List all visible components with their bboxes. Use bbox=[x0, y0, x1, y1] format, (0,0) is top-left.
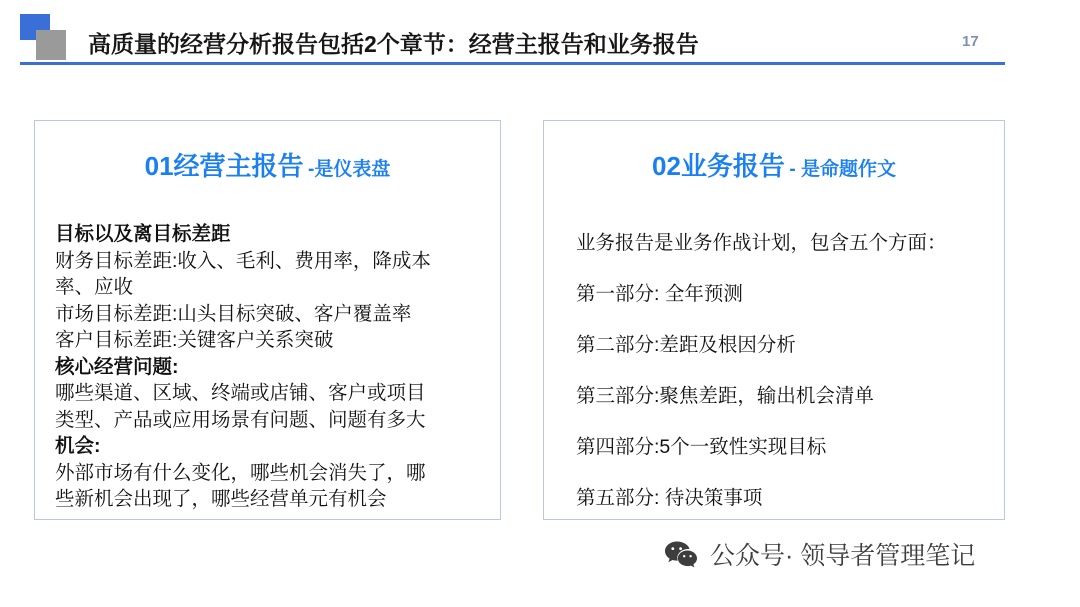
panel-right-title bbox=[544, 146, 1004, 183]
right-line-5: 第五部分: 待决策事项 bbox=[576, 487, 763, 509]
left-section-heading-0: 目标以及离目标差距 bbox=[55, 223, 231, 245]
panel-left-title-main: 01经营主报告 bbox=[144, 151, 304, 181]
panel-right-title-main: 02业务报告 bbox=[652, 151, 785, 181]
left-section-line-0-0: 财务目标差距:收入、毛利、费用率，降成本 bbox=[55, 249, 431, 272]
panel-operation-report bbox=[34, 120, 501, 520]
panel-left-title-sub: -是仪表盘 bbox=[308, 159, 391, 180]
wechat-icon bbox=[664, 540, 698, 568]
right-line-3: 第三部分:聚焦差距，输出机会清单 bbox=[576, 385, 874, 407]
footer-watermark bbox=[664, 536, 975, 572]
right-line-4: 第四部分:5个一致性实现目标 bbox=[576, 436, 827, 458]
left-section-line-0-3: 客户目标差距:关键客户关系突破 bbox=[55, 329, 334, 352]
left-section-heading-2: 机会: bbox=[55, 435, 101, 458]
panel-right-body bbox=[576, 227, 1004, 510]
page-number: 17 bbox=[962, 33, 979, 50]
footer-text: 公众号· 领导者管理笔记 bbox=[710, 542, 976, 570]
right-line-0: 业务报告是业务作战计划，包含五个方面： bbox=[576, 232, 947, 254]
panel-left-title bbox=[35, 146, 500, 183]
panel-left-body bbox=[55, 221, 482, 513]
left-section-heading-1: 核心经营问题: bbox=[55, 355, 179, 378]
left-section-line-2-1: 些新机会出现了，哪些经营单元有机会 bbox=[55, 488, 387, 511]
left-section-line-0-2: 市场目标差距:山头目标突破、客户覆盖率 bbox=[55, 302, 412, 325]
right-line-2: 第二部分:差距及根因分析 bbox=[576, 334, 796, 356]
header-gray-square-icon bbox=[36, 30, 66, 60]
left-section-line-2-0: 外部市场有什么变化，哪些机会消失了，哪 bbox=[55, 461, 426, 484]
header-divider bbox=[20, 62, 1005, 65]
left-section-line-1-0: 哪些渠道、区域、终端或店铺、客户或项目 bbox=[55, 382, 426, 405]
panel-right-title-sub: - 是命题作文 bbox=[789, 159, 896, 180]
left-section-line-1-1: 类型、产品或应用场景有问题、问题有多大 bbox=[55, 408, 426, 431]
panel-business-report bbox=[543, 120, 1005, 520]
left-section-line-0-1: 率、应收 bbox=[55, 276, 134, 299]
slide-header bbox=[0, 0, 1080, 78]
page-title: 高质量的经营分析报告包括2个章节：经营主报告和业务报告 bbox=[88, 31, 699, 57]
right-line-1: 第一部分: 全年预测 bbox=[576, 283, 743, 305]
